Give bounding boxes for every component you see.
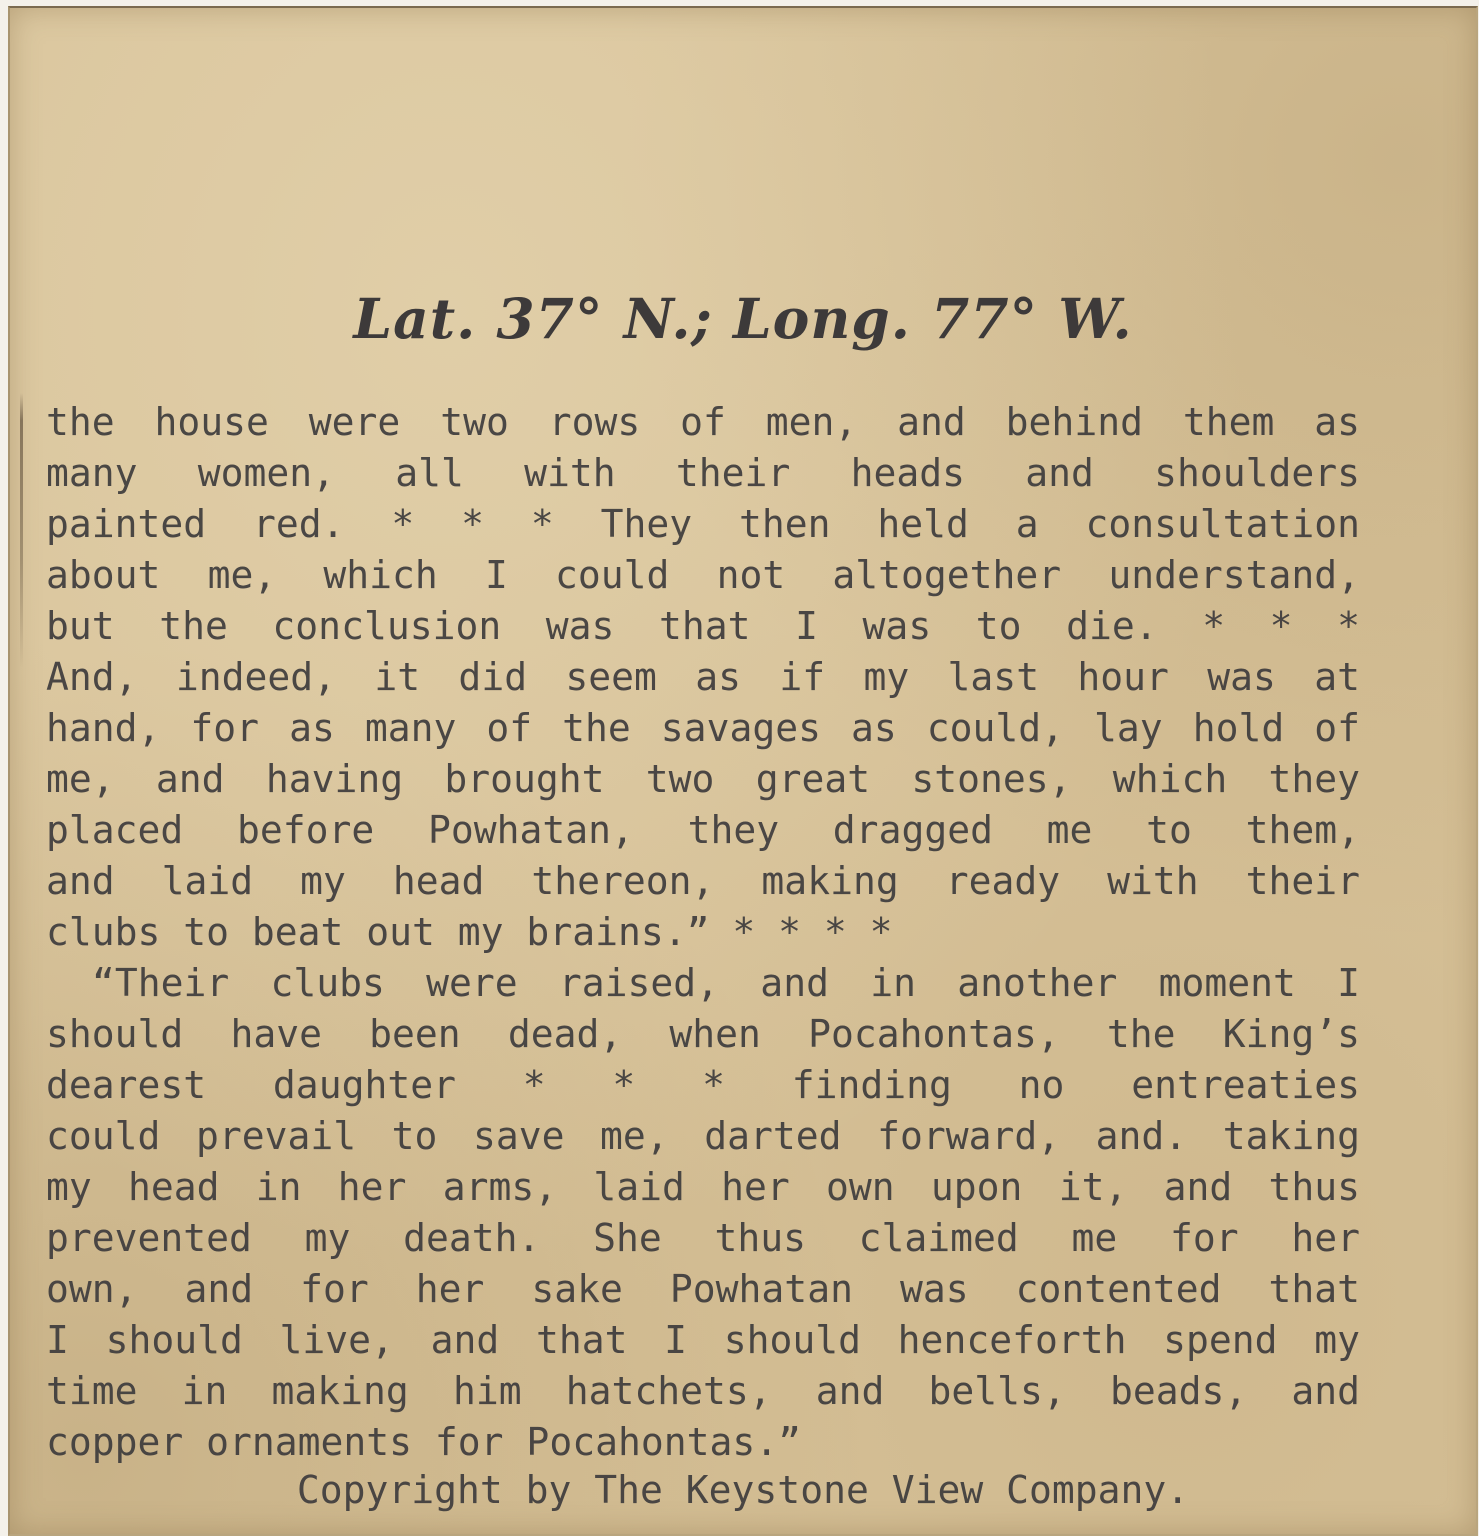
text-line: clubs to beat out my brains.” * * * * <box>46 910 893 954</box>
text-line: And, indeed, it did seem as if my last hour was at <box>46 655 1360 699</box>
text-line: prevented my death. She thus claimed me for her <box>46 1216 1360 1260</box>
coordinates-heading: Lat. 37° N.; Long. 77° W. <box>353 286 1133 351</box>
text-line: could prevail to save me, darted forward, and. taking <box>46 1114 1360 1158</box>
copyright-notice: Copyright by The Keystone View Company. <box>296 1468 1190 1512</box>
text-line: hand, for as many of the savages as could, lay hold of <box>46 706 1360 750</box>
text-line: own, and for her sake Powhatan was contented that <box>46 1267 1360 1311</box>
margin-rule <box>20 393 23 668</box>
text-line: dearest daughter * * * finding no entreaties <box>46 1063 1360 1107</box>
text-line: should have been dead, when Pocahontas, the King’s <box>46 1012 1360 1056</box>
text-line: many women, all with their heads and shoulders <box>46 451 1360 495</box>
text-line: about me, which I could not altogether understand, <box>46 553 1360 597</box>
body-text <box>46 397 1360 1468</box>
text-line: “Their clubs were raised, and in another moment I <box>92 961 1360 1005</box>
text-line: copper ornaments for Pocahontas.” <box>46 1420 801 1464</box>
text-line: time in making him hatchets, and bells, beads, and <box>46 1369 1360 1413</box>
text-line: placed before Powhatan, they dragged me to them, <box>46 808 1360 852</box>
text-line: my head in her arms, laid her own upon it, and thus <box>46 1165 1360 1209</box>
text-line: the house were two rows of men, and behind them as <box>46 400 1360 444</box>
text-line: painted red. * * * They then held a consultation <box>46 502 1360 546</box>
text-line: I should live, and that I should henceforth spend my <box>46 1318 1360 1362</box>
text-line: me, and having brought two great stones, which they <box>46 757 1360 801</box>
text-line: and laid my head thereon, making ready with their <box>46 859 1360 903</box>
stereoview-card-back <box>8 6 1478 1536</box>
text-line: but the conclusion was that I was to die. * * * <box>46 604 1360 648</box>
